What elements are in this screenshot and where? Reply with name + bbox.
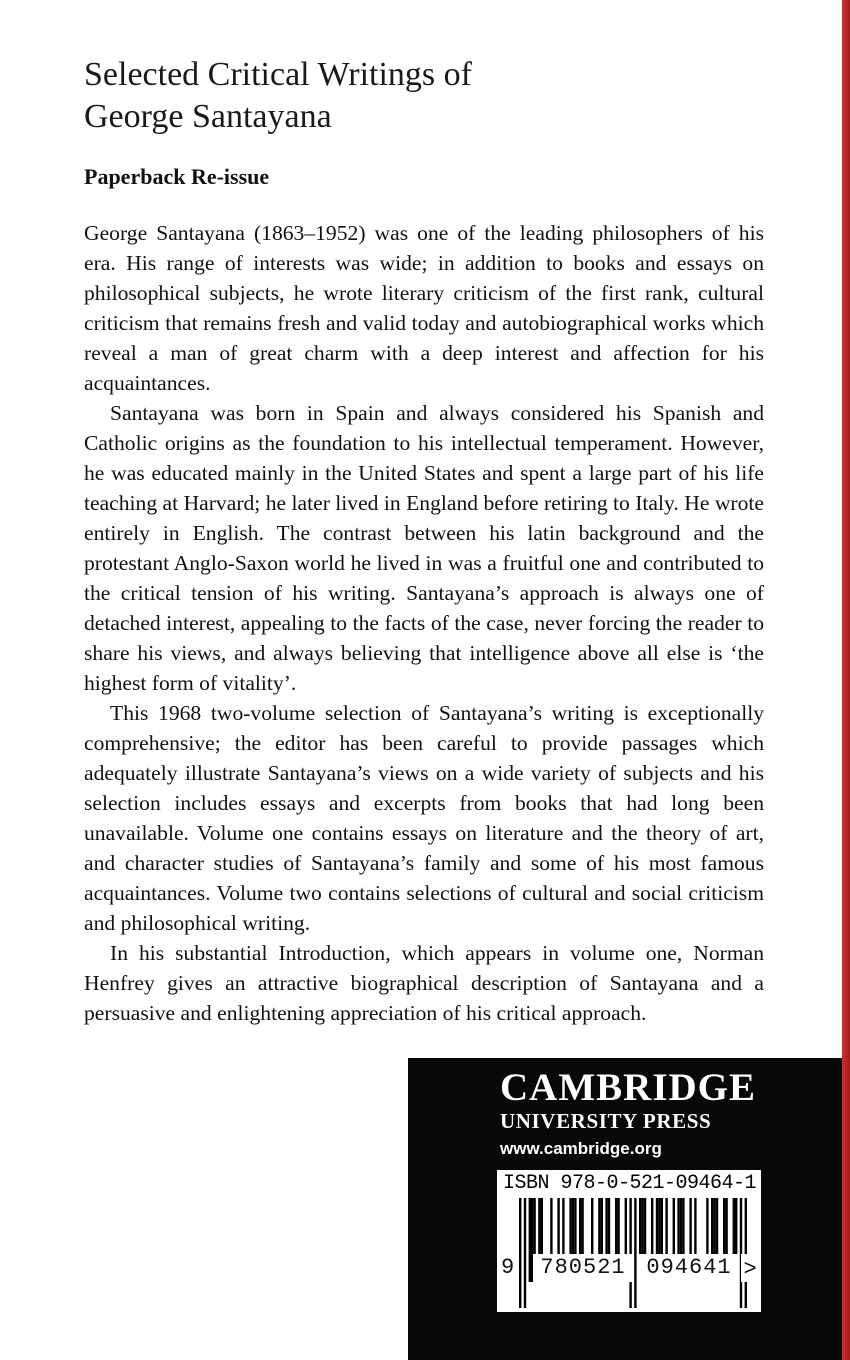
barcode-arrow: >: [741, 1254, 759, 1282]
barcode-digits-left: 780521: [533, 1254, 633, 1282]
barcode-bar: [519, 1198, 521, 1308]
isbn-text: ISBN 978-0-521-09464-1: [503, 1172, 757, 1195]
blurb-paragraph-1: George Santayana (1863–1952) was one of the leading philosophers of his era. His range of interests was wide; in addition to books and essays on philosophical subjects, he wrote literary criticism of the first rank, cultural criticism that remains fresh and valid today and autobiographical works which reveal a man of great charm with a deep interest and affection for his acquaintances.: [84, 221, 764, 395]
barcode-bar: [524, 1198, 526, 1308]
blurb-paragraph-2: Santayana was born in Spain and always considered his Spanish and Catholic origins as the foundation to his intellectual temperament. However, he was educated mainly in the United States and spent a large part of his life teaching at Harvard; he later lived in England before retiring to Italy. He wrote entirely in English. The contrast between his latin background and the protestant Anglo-Saxon world he lived in was a fruitful one and contributed to the critical tension of his writing. Santayana’s approach is always one of detached interest, appealing to the facts of the case, never forcing the reader to share his views, and always believing that intelligence above all else is ‘the highest form of vitality’.: [84, 401, 764, 695]
publisher-name: CAMBRIDGE: [500, 1066, 757, 1109]
barcode-digits: [497, 1254, 761, 1282]
barcode-digits-right: 094641: [639, 1254, 739, 1282]
blurb-paragraph-3: This 1968 two-volume selection of Santayana’s writing is exceptionally comprehensive; the editor has been careful to provide passages which adequately illustrate Santayana’s views on a wide variety of subjects and his selection includes essays and excerpts from books that had long been unavailable. Volume one contains essays on literature and the theory of art, and character studies of Santayana’s family and some of his most famous acquaintances. Volume two contains selections of cultural and social criticism and philosophical writing.: [84, 701, 764, 935]
book-title-line-2: George Santayana: [84, 98, 332, 135]
edition-label: Paperback Re-issue: [84, 164, 270, 189]
cover-edge-stripe: [842, 0, 850, 1360]
barcode-bars: [501, 1198, 757, 1308]
publisher-url: www.cambridge.org: [500, 1139, 662, 1158]
publisher-subname: UNIVERSITY PRESS: [500, 1109, 712, 1133]
barcode-bar: [634, 1198, 636, 1308]
barcode-bar: [740, 1198, 742, 1308]
book-title: [84, 54, 764, 138]
barcode-label: [497, 1170, 761, 1312]
barcode-bar: [629, 1198, 631, 1308]
blurb-paragraph-4: In his substantial Introduction, which appears in volume one, Norman Henfrey gives an attractive biographical description of Santayana and a persuasive and enlightening appreciation of his critical approach.: [84, 941, 764, 1025]
blurb: [84, 218, 764, 1028]
book-title-line-1: Selected Critical Writings of: [84, 56, 472, 93]
barcode-digit-lead: 9: [501, 1256, 517, 1280]
barcode-bar: [745, 1198, 747, 1308]
